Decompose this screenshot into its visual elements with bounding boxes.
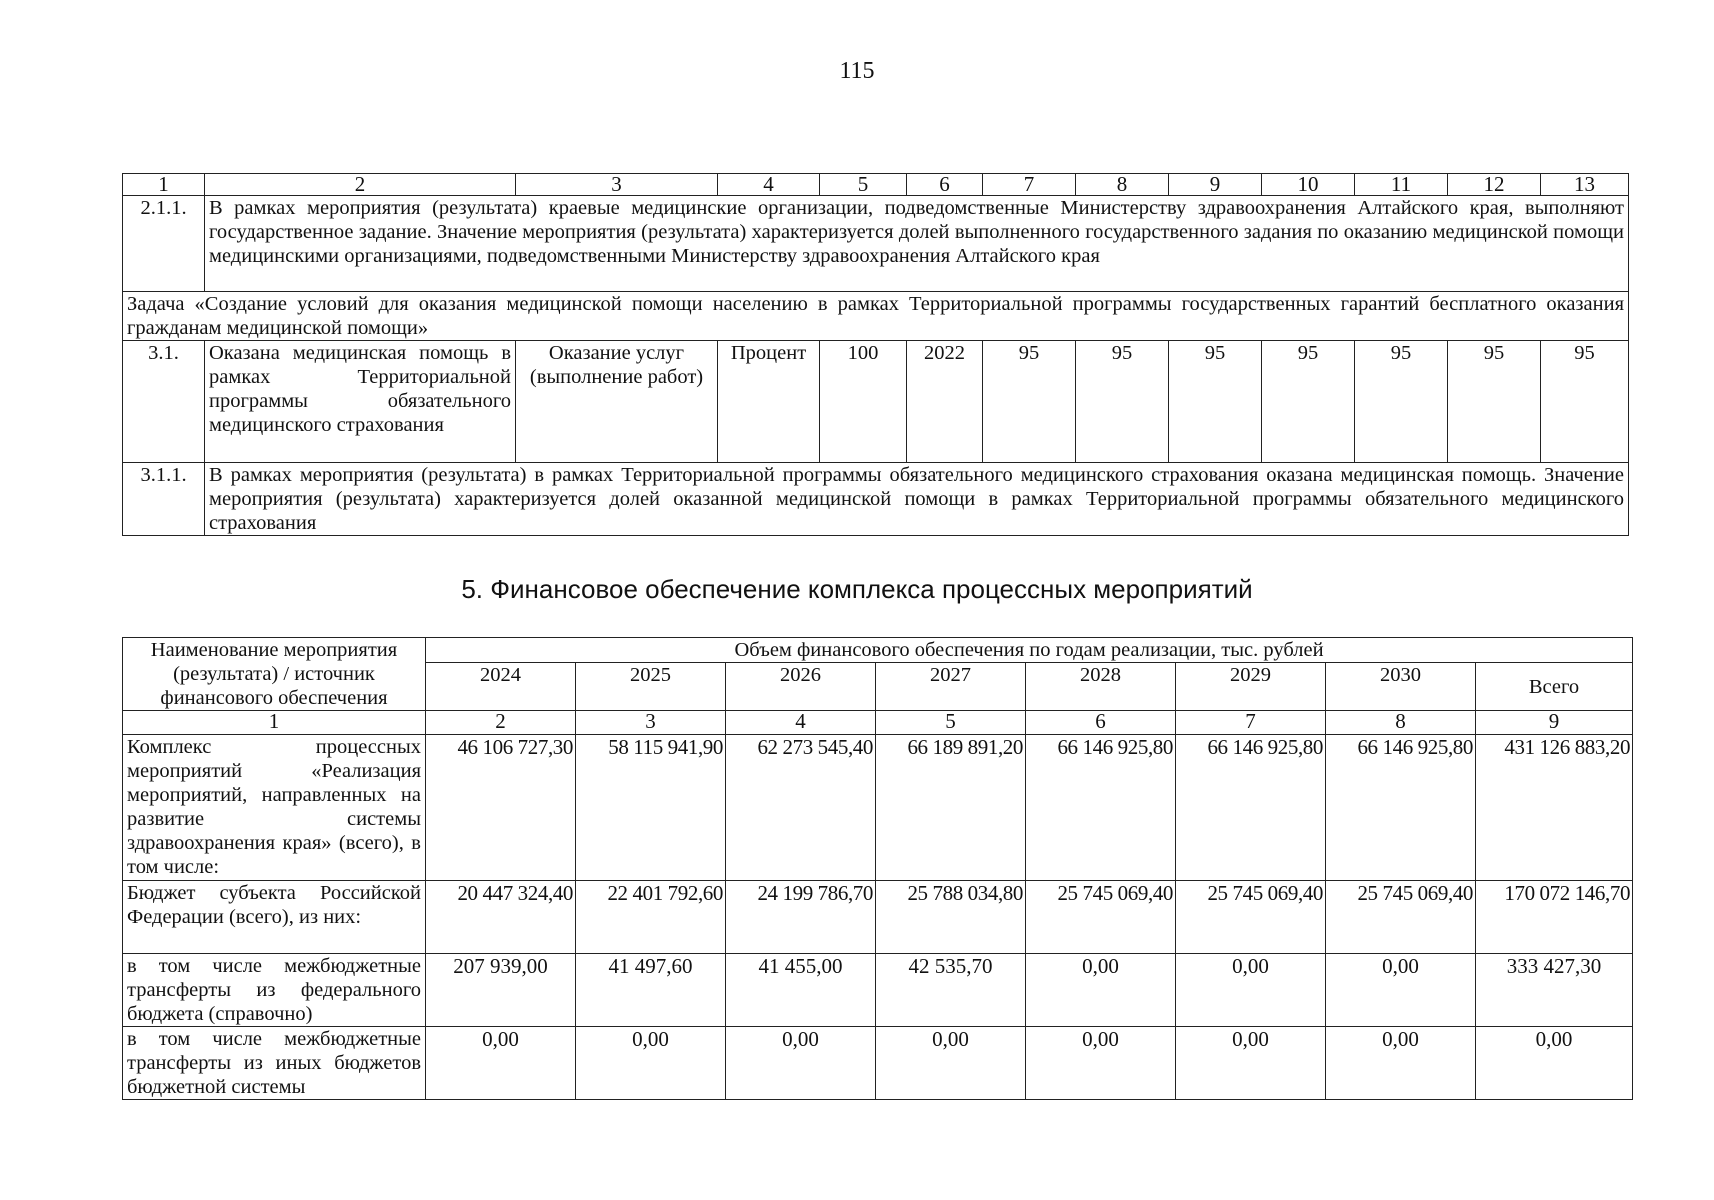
value-cell: 0,00 <box>426 1027 576 1100</box>
col-number: 7 <box>1176 711 1326 735</box>
col-number: 7 <box>983 174 1076 196</box>
col-number: 9 <box>1169 174 1262 196</box>
value-cell: 0,00 <box>1176 954 1326 1027</box>
year-value: 95 <box>1262 341 1355 463</box>
total-header: Всего <box>1476 663 1633 711</box>
col-number: 13 <box>1541 174 1629 196</box>
value-cell: 41 455,00 <box>726 954 876 1027</box>
row-number: 2.1.1. <box>123 196 205 292</box>
row-description: В рамках мероприятия (результата) в рамках Территориальной программы обязательного медицинского страхования оказана медицинская помощь. Значение мероприятия (результата) характеризуется долей оказанной медицинской помощи в рамках Территориальной программы обязательного медицинского страхования <box>205 463 1629 536</box>
row-name: в том числе межбюджетные трансферты из иных бюджетов бюджетной системы <box>123 1027 426 1100</box>
col-number: 6 <box>1026 711 1176 735</box>
value-cell: 46 106 727,30 <box>426 735 576 881</box>
column-numbers-row <box>123 174 1629 196</box>
value-cell: 0,00 <box>1026 954 1176 1027</box>
table-row <box>123 881 1633 954</box>
value-cell: 0,00 <box>1176 1027 1326 1100</box>
year-header: 2026 <box>726 663 876 711</box>
value-cell: 66 146 925,80 <box>1176 735 1326 881</box>
table-row <box>123 196 1629 292</box>
value-cell: 66 189 891,20 <box>876 735 1026 881</box>
value-cell: 207 939,00 <box>426 954 576 1027</box>
value-cell: 66 146 925,80 <box>1026 735 1176 881</box>
value-cell: 170 072 146,70 <box>1476 881 1633 954</box>
year-value: 95 <box>1355 341 1448 463</box>
value-cell: 0,00 <box>876 1027 1026 1100</box>
group-header-row <box>123 638 1633 663</box>
year-value: 95 <box>1448 341 1541 463</box>
col-number: 5 <box>820 174 907 196</box>
value-cell: 431 126 883,20 <box>1476 735 1633 881</box>
value-cell: 0,00 <box>1476 1027 1633 1100</box>
col-number: 9 <box>1476 711 1633 735</box>
indicator-type: Оказание услуг (выполнение работ) <box>516 341 718 463</box>
col-number: 2 <box>205 174 516 196</box>
value-cell: 24 199 786,70 <box>726 881 876 954</box>
row-number: 3.1. <box>123 341 205 463</box>
col-number: 4 <box>726 711 876 735</box>
value-cell: 42 535,70 <box>876 954 1026 1027</box>
year-value: 95 <box>983 341 1076 463</box>
year-header: 2029 <box>1176 663 1326 711</box>
col-number: 10 <box>1262 174 1355 196</box>
base-value: 100 <box>820 341 907 463</box>
year-header: 2028 <box>1026 663 1176 711</box>
table-row <box>123 954 1633 1027</box>
year-value: 95 <box>1169 341 1262 463</box>
value-cell: 25 745 069,40 <box>1326 881 1476 954</box>
task-text: Задача «Создание условий для оказания медицинской помощи населению в рамках Территориальной программы государственных гарантий бесплатного оказания гражданам медицинской помощи» <box>123 292 1629 341</box>
value-cell: 66 146 925,80 <box>1326 735 1476 881</box>
col-number: 12 <box>1448 174 1541 196</box>
year-header: 2024 <box>426 663 576 711</box>
col-number: 6 <box>907 174 983 196</box>
col-number: 3 <box>576 711 726 735</box>
table-row <box>123 463 1629 536</box>
year-header: 2030 <box>1326 663 1476 711</box>
indicator-name: Оказана медицинская помощь в рамках Территориальной программы обязательного медицинского страхования <box>205 341 516 463</box>
col-number: 4 <box>718 174 820 196</box>
value-cell: 20 447 324,40 <box>426 881 576 954</box>
page-number: 115 <box>839 58 875 84</box>
col-number: 1 <box>123 174 205 196</box>
col-number: 8 <box>1076 174 1169 196</box>
row-name: в том числе межбюджетные трансферты из федерального бюджета (справочно) <box>123 954 426 1027</box>
value-cell: 0,00 <box>1326 1027 1476 1100</box>
value-cell: 0,00 <box>1326 954 1476 1027</box>
indicator-unit: Процент <box>718 341 820 463</box>
table-row <box>123 1027 1633 1100</box>
value-cell: 41 497,60 <box>576 954 726 1027</box>
financing-group-header: Объем финансового обеспечения по годам реализации, тыс. рублей <box>426 638 1633 663</box>
year-value: 95 <box>1076 341 1169 463</box>
column-numbers-row <box>123 711 1633 735</box>
value-cell: 0,00 <box>576 1027 726 1100</box>
value-cell: 0,00 <box>1026 1027 1176 1100</box>
table-row <box>123 341 1629 463</box>
row-name: Комплекс процессных мероприятий «Реализация мероприятий, направленных на развитие системы здравоохранения края» (всего), в том числе: <box>123 735 426 881</box>
value-cell: 25 745 069,40 <box>1026 881 1176 954</box>
value-cell: 25 788 034,80 <box>876 881 1026 954</box>
value-cell: 25 745 069,40 <box>1176 881 1326 954</box>
year-value: 95 <box>1541 341 1629 463</box>
year-header: 2025 <box>576 663 726 711</box>
row-number: 3.1.1. <box>123 463 205 536</box>
table-row <box>123 735 1633 881</box>
row-name: Бюджет субъекта Российской Федерации (всего), из них: <box>123 881 426 954</box>
financing-table <box>122 637 1633 1100</box>
col-number: 3 <box>516 174 718 196</box>
value-cell: 0,00 <box>726 1027 876 1100</box>
task-row <box>123 292 1629 341</box>
section-title: 5. Финансовое обеспечение комплекса процессных мероприятий <box>461 574 1253 604</box>
col-number: 11 <box>1355 174 1448 196</box>
col-number: 8 <box>1326 711 1476 735</box>
name-column-header: Наименование мероприятия (результата) / источник финансового обеспечения <box>123 638 426 711</box>
row-description: В рамках мероприятия (результата) краевые медицинские организации, подведомственные Министерству здравоохранения Алтайского края, выполняют государственное задание. Значение мероприятия (результата) характеризуется долей выполненного государственного задания по оказанию медицинской помощи медицинскими организациями, подведомственными Министерству здравоохранения Алтайского края <box>205 196 1629 292</box>
year-header: 2027 <box>876 663 1026 711</box>
col-number: 1 <box>123 711 426 735</box>
col-number: 5 <box>876 711 1026 735</box>
indicators-table <box>122 173 1629 536</box>
value-cell: 62 273 545,40 <box>726 735 876 881</box>
col-number: 2 <box>426 711 576 735</box>
value-cell: 333 427,30 <box>1476 954 1633 1027</box>
base-year: 2022 <box>907 341 983 463</box>
value-cell: 22 401 792,60 <box>576 881 726 954</box>
value-cell: 58 115 941,90 <box>576 735 726 881</box>
